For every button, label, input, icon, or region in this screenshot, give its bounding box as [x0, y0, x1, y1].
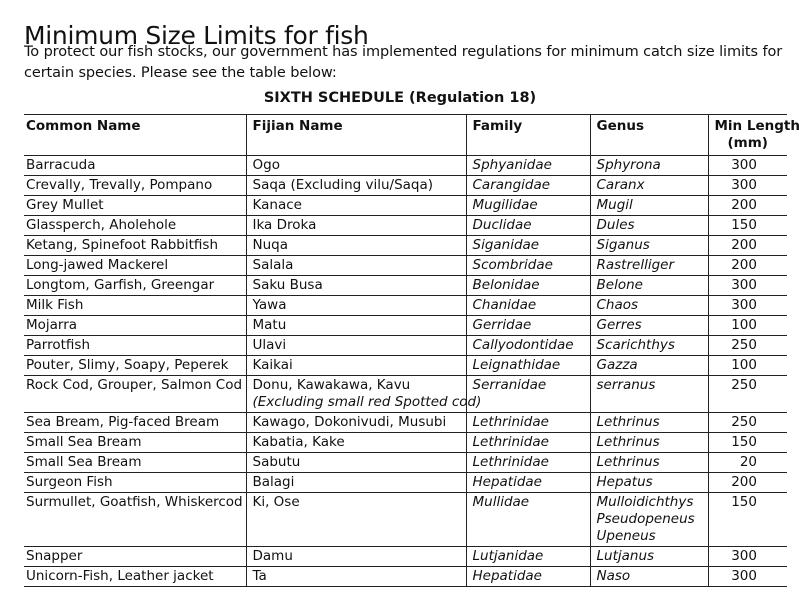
- cell-genus: [590, 216, 708, 236]
- cell-common-name: Ketang, Spinefoot Rabbitfish: [26, 237, 218, 253]
- cell-genus: [590, 196, 708, 216]
- table-row: [24, 296, 787, 316]
- cell-family: Mugilidae: [466, 196, 590, 216]
- cell-min-length: 100: [708, 316, 787, 336]
- fijian-name-text: Kanace: [252, 197, 302, 213]
- cell-genus: [590, 336, 708, 356]
- fijian-name-note: (Excluding small red Spotted cod): [252, 394, 482, 410]
- cell-family: Leignathidae: [466, 356, 590, 376]
- cell-common-name: Unicorn-Fish, Leather jacket: [26, 568, 214, 584]
- fijian-name-text: Ta: [252, 568, 267, 584]
- genus-name: Pseudopeneus: [596, 511, 695, 527]
- cell-fijian-name: [246, 567, 466, 587]
- cell-genus: [590, 276, 708, 296]
- table-row: [24, 356, 787, 376]
- table-row: [24, 473, 787, 493]
- cell-min-length: 200: [708, 473, 787, 493]
- column-header-fijian-name: Fijian Name: [246, 115, 466, 156]
- genus-name: Upeneus: [596, 528, 656, 544]
- table-row: [24, 547, 787, 567]
- genus-name: Lethrinus: [596, 414, 660, 430]
- cell-min-length: 100: [708, 356, 787, 376]
- cell-min-length: 200: [708, 256, 787, 276]
- fijian-name-text: Saqa (Excluding vilu/Saqa): [252, 177, 434, 193]
- table-row: [24, 376, 787, 413]
- cell-family: Serranidae: [466, 376, 590, 413]
- cell-family: Scombridae: [466, 256, 590, 276]
- cell-fijian-name: [246, 356, 466, 376]
- cell-common-name: Small Sea Bream: [26, 454, 142, 470]
- cell-common-name: Crevally, Trevally, Pompano: [26, 177, 213, 193]
- cell-genus: [590, 256, 708, 276]
- cell-genus: [590, 356, 708, 376]
- fijian-name-text: Yawa: [252, 297, 287, 313]
- cell-fijian-name: [246, 196, 466, 216]
- table-row: [24, 433, 787, 453]
- table-row: [24, 567, 787, 587]
- genus-name: Mulloidichthys: [596, 494, 694, 510]
- genus-name: Dules: [596, 217, 635, 233]
- cell-common-name: Pouter, Slimy, Soapy, Peperek: [26, 357, 229, 373]
- cell-min-length: 200: [708, 196, 787, 216]
- cell-common-name: Surgeon Fish: [26, 474, 113, 490]
- fijian-name-text: Damu: [252, 548, 293, 564]
- column-header-genus: Genus: [590, 115, 708, 156]
- cell-fijian-name: [246, 156, 466, 176]
- cell-fijian-name: [246, 376, 482, 413]
- cell-fijian-name: [246, 176, 466, 196]
- cell-genus: [590, 376, 708, 413]
- genus-name: serranus: [596, 377, 656, 393]
- table-row: [24, 493, 787, 547]
- cell-common-name: Sea Bream, Pig-faced Bream: [26, 414, 220, 430]
- table-row: [24, 336, 787, 356]
- column-header-min-length: [708, 115, 800, 156]
- cell-family: Belonidae: [466, 276, 590, 296]
- genus-name: Rastrelliger: [596, 257, 675, 273]
- column-header-family: Family: [466, 115, 590, 156]
- cell-common-name: Rock Cod, Grouper, Salmon Cod: [26, 377, 243, 393]
- cell-family: Callyodontidae: [466, 336, 590, 356]
- cell-genus: [590, 156, 708, 176]
- table-row: [24, 316, 787, 336]
- cell-fijian-name: [246, 276, 466, 296]
- fijian-name-text: Ulavi: [252, 337, 287, 353]
- genus-name: Hepatus: [596, 474, 653, 490]
- table-row: [24, 196, 787, 216]
- cell-genus: [590, 493, 708, 547]
- cell-common-name: Milk Fish: [26, 297, 84, 313]
- fish-size-table: [24, 114, 800, 587]
- genus-name: Chaos: [596, 297, 639, 313]
- genus-name: Gazza: [596, 357, 638, 373]
- genus-name: Sphyrona: [596, 157, 661, 173]
- fijian-name-text: Saku Busa: [252, 277, 323, 293]
- cell-min-length: 300: [708, 296, 787, 316]
- cell-min-length: 250: [708, 336, 787, 356]
- cell-min-length: 200: [708, 236, 787, 256]
- table-row: [24, 236, 787, 256]
- fijian-name-text: Balagi: [252, 474, 295, 490]
- cell-genus: [590, 413, 708, 433]
- cell-genus: [590, 547, 708, 567]
- cell-family: Duclidae: [466, 216, 590, 236]
- genus-name: Lethrinus: [596, 454, 660, 470]
- cell-genus: [590, 316, 708, 336]
- cell-fijian-name: [246, 236, 466, 256]
- cell-fijian-name: [246, 453, 466, 473]
- cell-family: Mullidae: [466, 493, 590, 547]
- table-row: [24, 413, 787, 433]
- cell-min-length: 300: [708, 176, 787, 196]
- cell-fijian-name: [246, 433, 466, 453]
- cell-family: Lethrinidae: [466, 433, 590, 453]
- column-header-common-name: Common Name: [26, 118, 141, 134]
- cell-fijian-name: [246, 336, 466, 356]
- genus-name: Mugil: [596, 197, 633, 213]
- intro-paragraph: To protect our fish stocks, our government has implemented regulations for minimum catch size limits for certain species. Please see the table below:: [24, 44, 783, 81]
- cell-common-name: Longtom, Garfish, Greengar: [26, 277, 215, 293]
- cell-fijian-name: [246, 473, 466, 493]
- schedule-title: SIXTH SCHEDULE (Regulation 18): [263, 90, 537, 106]
- page-title: Minimum Size Limits for fish: [24, 20, 369, 50]
- fijian-name-text: Kawago, Dokonivudi, Musubi: [252, 414, 447, 430]
- fijian-name-text: Kabatia, Kake: [252, 434, 345, 450]
- cell-genus: [590, 176, 708, 196]
- cell-min-length: 250: [708, 413, 787, 433]
- table-row: [24, 156, 787, 176]
- cell-fijian-name: [246, 316, 466, 336]
- genus-name: Lutjanus: [596, 548, 655, 564]
- cell-common-name: Parrotfish: [26, 337, 91, 353]
- table-row: [24, 256, 787, 276]
- cell-fijian-name: [246, 216, 466, 236]
- cell-min-length: 150: [708, 493, 787, 547]
- fijian-name-text: Sabutu: [252, 454, 301, 470]
- genus-name: Scarichthys: [596, 337, 675, 353]
- table-row: [24, 453, 787, 473]
- fijian-name-text: Kaikai: [252, 357, 293, 373]
- genus-name: Naso: [596, 568, 631, 584]
- cell-family: Lethrinidae: [466, 453, 590, 473]
- genus-name: Lethrinus: [596, 434, 660, 450]
- cell-common-name: Glassperch, Aholehole: [26, 217, 177, 233]
- cell-fijian-name: [246, 296, 466, 316]
- cell-min-length: 300: [708, 547, 787, 567]
- fijian-name-text: Ogo: [252, 157, 280, 173]
- genus-name: Siganus: [596, 237, 650, 253]
- cell-min-length: 300: [708, 156, 787, 176]
- cell-fijian-name: [246, 256, 466, 276]
- cell-common-name: Mojarra: [26, 317, 78, 333]
- cell-min-length: 20: [708, 453, 787, 473]
- cell-family: Siganidae: [466, 236, 590, 256]
- cell-genus: [590, 453, 708, 473]
- cell-family: Gerridae: [466, 316, 590, 336]
- cell-family: Chanidae: [466, 296, 590, 316]
- cell-family: Sphyanidae: [466, 156, 590, 176]
- cell-common-name: Surmullet, Goatfish, Whiskercod: [26, 494, 243, 510]
- cell-family: Lutjanidae: [466, 547, 590, 567]
- cell-common-name: Snapper: [26, 548, 83, 564]
- fijian-name-text: Salala: [252, 257, 294, 273]
- cell-common-name: Small Sea Bream: [26, 434, 142, 450]
- cell-family: Carangidae: [466, 176, 590, 196]
- genus-name: Belone: [596, 277, 643, 293]
- cell-family: Lethrinidae: [466, 413, 590, 433]
- table-header-row: [24, 115, 787, 156]
- cell-fijian-name: [246, 493, 466, 547]
- genus-name: Caranx: [596, 177, 645, 193]
- fijian-name-text: Ika Droka: [252, 217, 317, 233]
- cell-genus: [590, 473, 708, 493]
- fijian-name-text: Ki, Ose: [252, 494, 300, 510]
- cell-min-length: 250: [708, 376, 787, 413]
- cell-family: Hepatidae: [466, 567, 590, 587]
- min-length-unit: (mm): [727, 135, 768, 151]
- cell-fijian-name: [246, 547, 466, 567]
- genus-name: Gerres: [596, 317, 642, 333]
- cell-genus: [590, 567, 708, 587]
- cell-min-length: 300: [708, 276, 787, 296]
- cell-genus: [590, 433, 708, 453]
- table-row: [24, 176, 787, 196]
- fijian-name-text: Donu, Kawakawa, Kavu: [252, 377, 411, 393]
- cell-min-length: 150: [708, 216, 787, 236]
- cell-genus: [590, 296, 708, 316]
- cell-min-length: 150: [708, 433, 787, 453]
- table-row: [24, 216, 787, 236]
- table-body: [24, 156, 787, 587]
- min-length-label: Min Length: [714, 118, 800, 134]
- fijian-name-text: Matu: [252, 317, 287, 333]
- cell-fijian-name: [246, 413, 466, 433]
- cell-common-name: Grey Mullet: [26, 197, 104, 213]
- cell-common-name: Barracuda: [26, 157, 96, 173]
- fijian-name-text: Nuqa: [252, 237, 288, 253]
- cell-genus: [590, 236, 708, 256]
- cell-common-name: Long-jawed Mackerel: [26, 257, 169, 273]
- cell-family: Hepatidae: [466, 473, 590, 493]
- cell-min-length: 300: [708, 567, 787, 587]
- table-row: [24, 276, 787, 296]
